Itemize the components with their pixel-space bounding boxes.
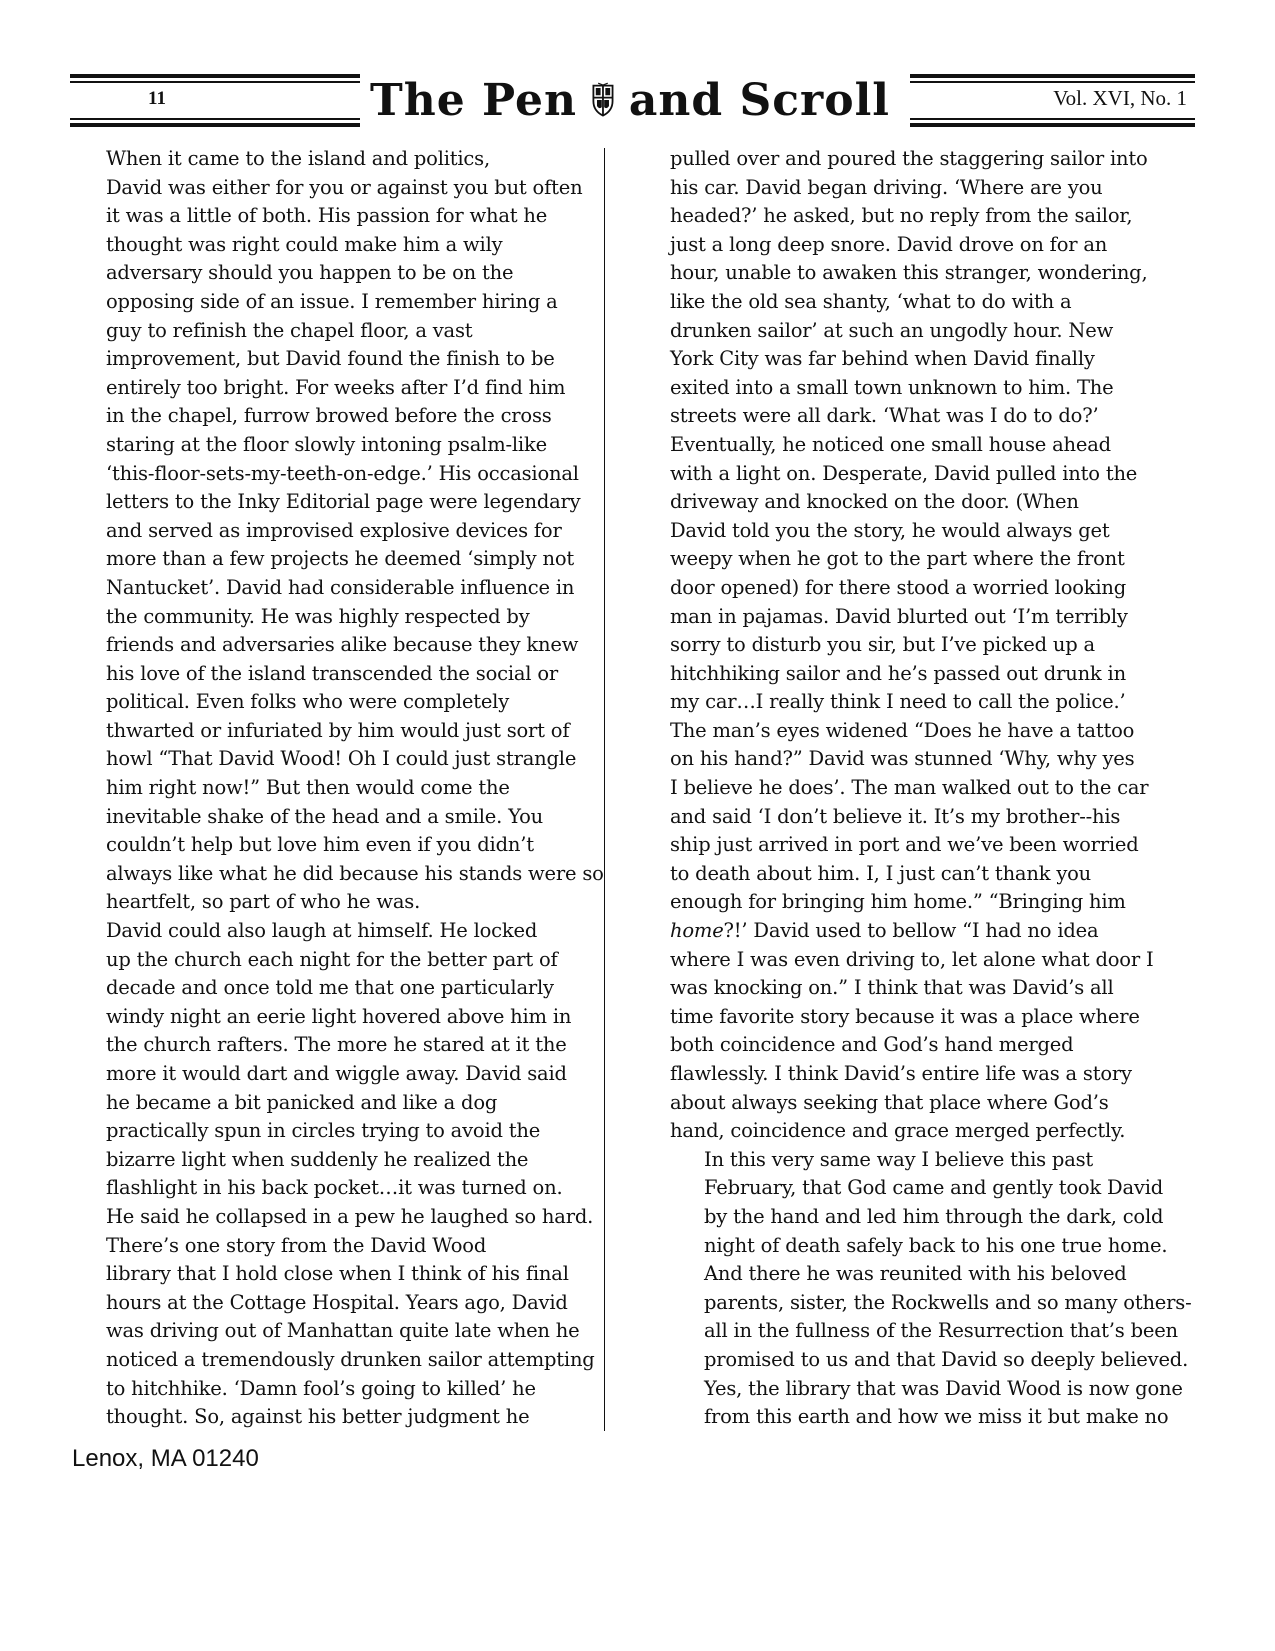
text-line: York City was far behind when David finally xyxy=(670,347,1095,371)
text-line: exited into a small town unknown to him. The xyxy=(670,375,1114,399)
text-line: him right now!” But then would come the xyxy=(106,776,510,800)
text-line: When it came to the island and politics, xyxy=(106,147,490,170)
text-line: Eventually, he noticed one small house ahead xyxy=(670,432,1111,456)
text-line: The man’s eyes widened “Does he have a tattoo xyxy=(670,718,1135,742)
text-line: noticed a tremendously drunken sailor attempting xyxy=(106,1347,595,1371)
line-rest: ?!’ David used to bellow “I had no idea xyxy=(723,919,1099,943)
text-line: the community. He was highly respected by xyxy=(106,604,530,628)
masthead xyxy=(70,72,1195,142)
text-line: hour, unable to awaken this stranger, wondering, xyxy=(670,261,1148,285)
issue-label: Vol. XVI, No. 1 xyxy=(1053,86,1187,110)
text-line: ‘this-floor-sets-my-teeth-on-edge.’ His occasional xyxy=(106,461,579,485)
text-line: adversary should you happen to be on the xyxy=(106,261,514,285)
text-line: driveway and knocked on the door. (When xyxy=(670,490,1079,514)
text-line: more it would dart and wiggle away. David said xyxy=(106,1062,567,1085)
text-line: flawlessly. I think David’s entire life was a story xyxy=(670,1062,1132,1085)
text-line: sorry to disturb you sir, but I’ve picked up a xyxy=(670,633,1095,657)
text-line: flashlight in his back pocket…it was turned on. xyxy=(106,1176,563,1200)
text-line: staring at the floor slowly intoning psalm-like xyxy=(106,432,547,456)
text-line: February, that God came and gently took David xyxy=(704,1176,1164,1200)
text-line: door opened) for there stood a worried looking xyxy=(670,575,1127,599)
text-line: Yes, the library that was David Wood is now gone xyxy=(704,1376,1183,1400)
column-divider xyxy=(604,148,605,1431)
text-line: weepy when he got to the part where the front xyxy=(670,547,1125,571)
article-paragraph xyxy=(670,1146,1192,1432)
text-line: from this earth and how we miss it but make no xyxy=(704,1405,1169,1429)
text-line: the church rafters. The more he stared at it the xyxy=(106,1033,567,1057)
text-line: in the chapel, furrow browed before the cross xyxy=(106,404,552,428)
article-column-right xyxy=(670,145,1192,1432)
text-line: to death about him. I, I just can’t thank you xyxy=(670,861,1092,885)
text-line: thought was right could make him a wily xyxy=(106,232,503,256)
text-line: guy to refinish the chapel floor, a vast xyxy=(106,318,473,342)
text-line: thwarted or infuriated by him would just sort of xyxy=(106,718,570,742)
text-line: drunken sailor’ at such an ungodly hour. New xyxy=(670,318,1114,342)
article-paragraph xyxy=(72,917,594,1232)
text-line: political. Even folks who were completely xyxy=(106,690,510,714)
text-line: up the church each night for the better part of xyxy=(106,947,558,971)
text-line: pulled over and poured the staggering sailor into xyxy=(670,147,1148,170)
text-line: promised to us and that David so deeply believed. xyxy=(704,1347,1189,1371)
text-line: streets were all dark. ‘What was I do to do?’ xyxy=(670,404,1099,428)
text-line: was driving out of Manhattan quite late when he xyxy=(106,1319,580,1343)
text-line: windy night an eerie light hovered above him in xyxy=(106,1004,572,1028)
text-line: enough for bringing him home.” “Bringing him xyxy=(670,890,1126,914)
text-line: like the old sea shanty, ‘what to do with a xyxy=(670,289,1072,313)
text-line: night of death safely back to his one true home. xyxy=(704,1233,1168,1257)
text-line: thought. So, against his better judgment he xyxy=(106,1405,530,1429)
article-column-left xyxy=(72,145,604,1432)
text-line: time favorite story because it was a place where xyxy=(670,1004,1140,1028)
text-line: my car…I really think I need to call the police.’ xyxy=(670,690,1126,714)
italic-word: home xyxy=(670,919,724,943)
text-line: was knocking on.” I think that was David’s all xyxy=(670,976,1114,1000)
title-part-2: and Scroll xyxy=(628,74,890,126)
text-line: couldn’t help but love him even if you didn’t xyxy=(106,833,534,857)
text-line: ship just arrived in port and we’ve been worried xyxy=(670,833,1139,857)
text-line: I believe he does’. The man walked out to the car xyxy=(670,776,1149,800)
text-line: just a long deep snore. David drove on for an xyxy=(670,232,1108,256)
text-line: by the hand and led him through the dark, cold xyxy=(704,1204,1164,1228)
masthead-rule-left xyxy=(70,74,360,124)
text-line: heartfelt, so part of who he was. xyxy=(106,890,421,914)
text-line: man in pajamas. David blurted out ‘I’m terribly xyxy=(670,604,1128,628)
article-paragraph xyxy=(72,1232,595,1432)
text-line: entirely too bright. For weeks after I’d find him xyxy=(106,375,566,399)
article-paragraph xyxy=(670,145,1155,1146)
text-line xyxy=(670,917,1155,946)
text-line: about always seeking that place where God’s xyxy=(670,1090,1109,1114)
text-line: hand, coincidence and grace merged perfectly. xyxy=(670,1119,1126,1143)
text-line: more than a few projects he deemed ‘simply not xyxy=(106,547,575,571)
text-line: with a light on. Desperate, David pulled into the xyxy=(670,461,1138,485)
text-line: David told you the story, he would always get xyxy=(670,518,1110,542)
text-line: friends and adversaries alike because they knew xyxy=(106,633,579,657)
text-line: his love of the island transcended the social or xyxy=(106,661,559,685)
publication-title xyxy=(370,68,890,132)
text-line: There’s one story from the David Wood xyxy=(106,1233,487,1257)
text-line: it was a little of both. His passion for what he xyxy=(106,204,548,228)
text-line: hours at the Cottage Hospital. Years ago, David xyxy=(106,1290,568,1314)
text-line: practically spun in circles trying to avoid the xyxy=(106,1119,541,1143)
text-line: parents, sister, the Rockwells and so many others- xyxy=(704,1290,1192,1314)
text-line: both coincidence and God’s hand merged xyxy=(670,1033,1074,1057)
text-line: improvement, but David found the finish to be xyxy=(106,347,555,371)
footer-address: Lenox, MA 01240 xyxy=(72,1445,259,1472)
text-line: He said he collapsed in a pew he laughed so hard. xyxy=(106,1204,594,1228)
text-line: Nantucket’. David had considerable influence in xyxy=(106,575,575,599)
text-line: David was either for you or against you but often xyxy=(106,175,583,199)
text-line: he became a bit panicked and like a dog xyxy=(106,1090,498,1114)
text-line: where I was even driving to, let alone what door I xyxy=(670,947,1154,971)
text-line: headed?’ he asked, but no reply from the sailor, xyxy=(670,204,1133,228)
title-part-1: The Pen xyxy=(370,74,577,126)
text-line: howl “That David Wood! Oh I could just strangle xyxy=(106,747,577,771)
text-line: decade and once told me that one particularly xyxy=(106,976,554,1000)
text-line: always like what he did because his stands were so xyxy=(106,861,604,885)
text-line: and said ‘I don’t believe it. It’s my brother--his xyxy=(670,804,1121,828)
text-line: letters to the Inky Editorial page were legendary xyxy=(106,490,581,514)
text-line: David could also laugh at himself. He locked xyxy=(106,919,538,943)
text-line: and served as improvised explosive devices for xyxy=(106,518,562,542)
text-line: hitchhiking sailor and he’s passed out drunk in xyxy=(670,661,1126,685)
text-line: opposing side of an issue. I remember hiring a xyxy=(106,289,558,313)
text-line: his car. David began driving. ‘Where are you xyxy=(670,175,1103,199)
text-line: inevitable shake of the head and a smile. You xyxy=(106,804,544,828)
text-line: all in the fullness of the Resurrection that’s been xyxy=(704,1319,1178,1343)
text-line: And there he was reunited with his beloved xyxy=(704,1262,1127,1286)
text-line: library that I hold close when I think of his final xyxy=(106,1262,569,1286)
shield-crest-icon xyxy=(591,72,615,128)
text-line: bizarre light when suddenly he realized the xyxy=(106,1147,529,1171)
text-line: on his hand?” David was stunned ‘Why, why yes xyxy=(670,747,1135,771)
article-paragraph xyxy=(72,145,604,917)
page-number: 11 xyxy=(148,88,166,109)
text-line: In this very same way I believe this past xyxy=(704,1147,1094,1171)
text-line: to hitchhike. ‘Damn fool’s going to killed’ he xyxy=(106,1376,536,1400)
